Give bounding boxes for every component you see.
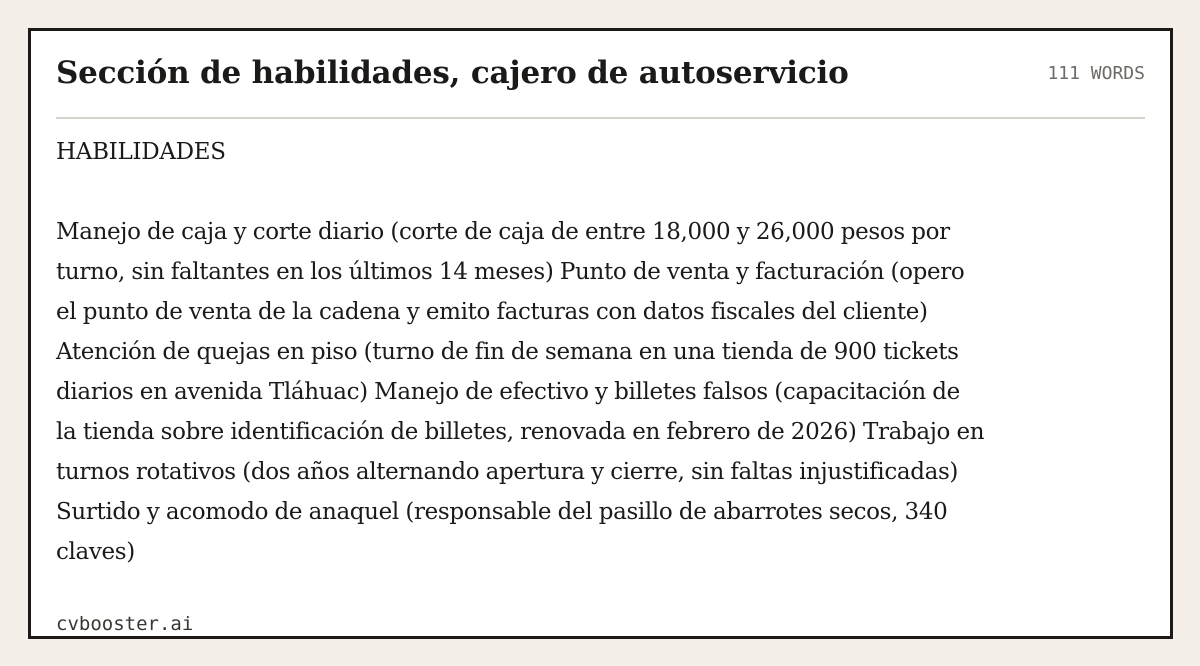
card-header xyxy=(56,31,1145,119)
brand-footer: cvbooster.ai xyxy=(56,613,194,635)
section-heading: HABILIDADES xyxy=(56,139,226,165)
document-card xyxy=(28,28,1173,639)
word-count-badge: 111 WORDS xyxy=(1047,63,1145,84)
page-title: Sección de habilidades, cajero de autoservicio xyxy=(56,55,849,91)
skills-paragraph: Manejo de caja y corte diario (corte de caja de entre 18,000 y 26,000 pesos por turno, sin faltantes en los últimos 14 meses) Punto de venta y facturación (opero el punto de venta de la cadena y emito facturas con datos fiscales del cliente) Atención de quejas en piso (turno de fin de semana en una tienda de 900 tickets diarios en avenida Tláhuac) Manejo de efectivo y billetes falsos (capacitación de la tienda sobre identificación de billetes, renovada en febrero de 2026) Trabajo en turnos rotativos (dos años alternando apertura y cierre, sin faltas injustificadas) Surtido y acomodo de anaquel (responsable del pasillo de abarrotes secos, 340 claves) xyxy=(56,219,985,565)
